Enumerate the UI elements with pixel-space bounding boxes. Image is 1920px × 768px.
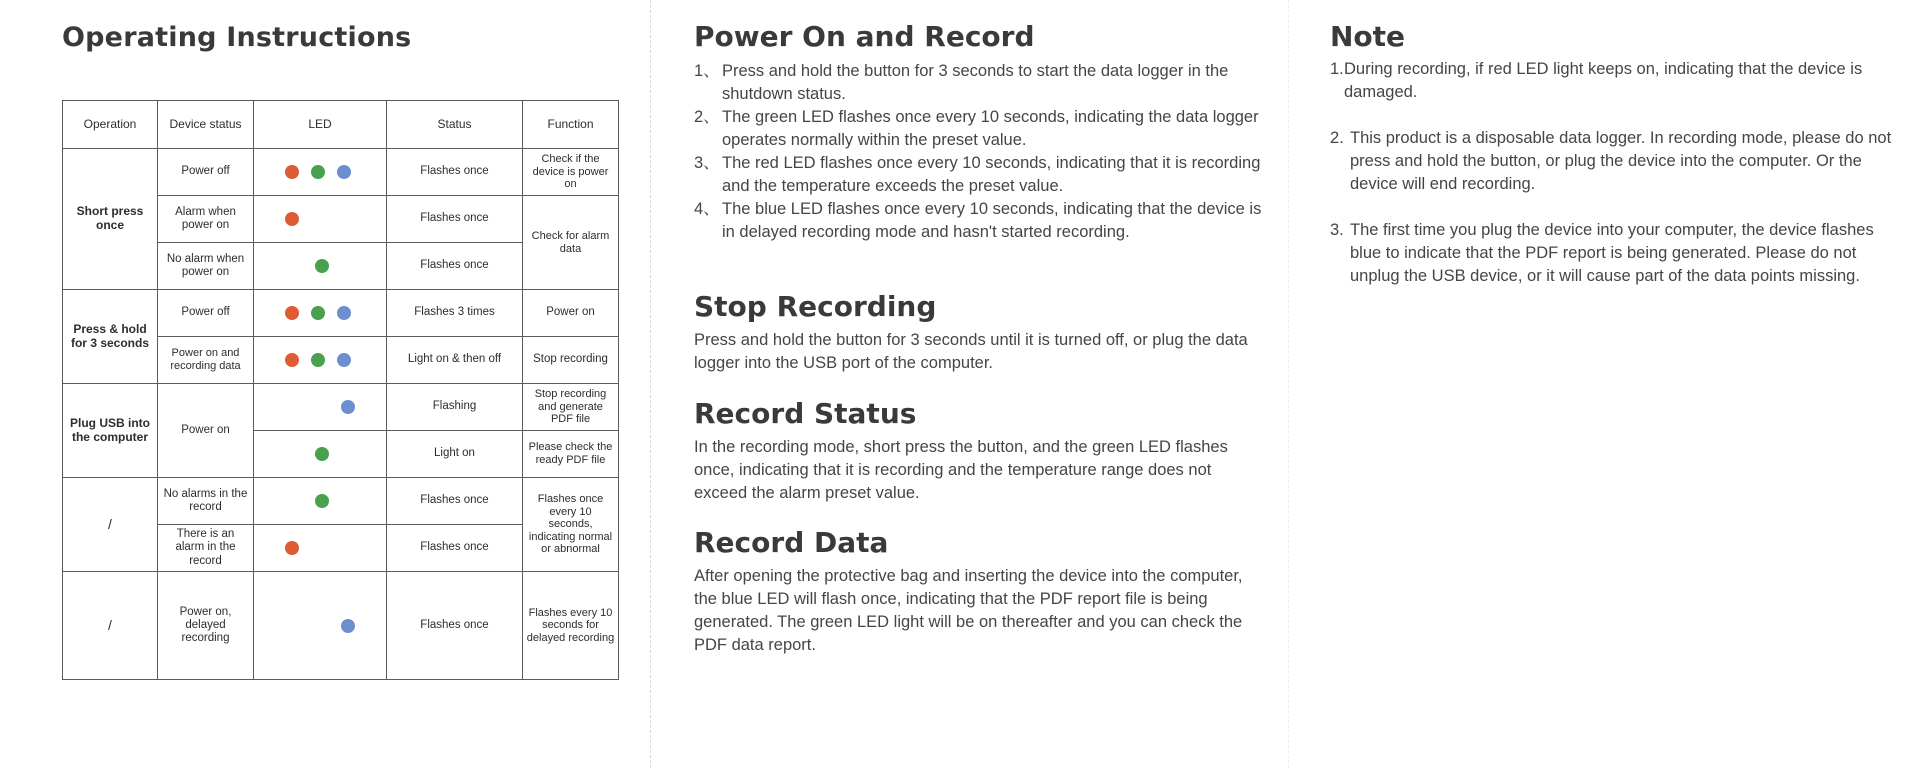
header-led: LED [254, 101, 387, 149]
green-led-icon [311, 353, 325, 367]
table-row [63, 384, 619, 431]
note-title: Note [1330, 20, 1406, 53]
green-led-icon [315, 447, 329, 461]
header-operation: Operation [63, 101, 158, 149]
status-cell: Flashes once [387, 478, 523, 525]
operation-cell: / [63, 572, 158, 680]
record-status-text: In the recording mode, short press the button, and the green LED flashes once, indicating that it is recording and the temperature range does not exceed the alarm preset value. [694, 438, 1228, 502]
green-led-icon [315, 259, 329, 273]
device-status-cell: Power off [158, 149, 254, 196]
table-row [63, 149, 619, 196]
status-cell: Flashes once [387, 149, 523, 196]
red-led-icon [285, 212, 299, 226]
operating-instructions-panel [62, 22, 622, 645]
function-cell: Flashes once every 10 seconds, indicating normal or abnormal [523, 478, 619, 572]
device-status-cell: No alarm when power on [158, 243, 254, 290]
device-status-cell: Alarm when power on [158, 196, 254, 243]
led-cell [254, 290, 387, 337]
list-item: 3、 The red LED flashes once every 10 seconds, indicating that it is recording and the temperature exceeds the preset value. [694, 154, 1261, 195]
led-cell [254, 149, 387, 196]
list-item: 2. This product is a disposable data logger. In recording mode, please do not press and hold the button, or plug the device into the computer. Or the device will end recording. [1330, 129, 1892, 193]
blue-led-icon [341, 619, 355, 633]
operation-cell: Press & hold for 3 seconds [63, 290, 158, 384]
power-on-list [694, 60, 1269, 244]
status-cell: Light on [387, 431, 523, 478]
blue-led-icon [341, 400, 355, 414]
operation-cell: Short press once [63, 149, 158, 290]
function-cell: Check for alarm data [523, 196, 619, 290]
led-cell [254, 337, 387, 384]
operation-cell: / [63, 478, 158, 572]
function-cell: Check if the device is power on [523, 149, 619, 196]
page-title: Operating Instructions [62, 22, 412, 53]
led-cell [254, 478, 387, 525]
power-on-title: Power On and Record [694, 20, 1035, 53]
table-row [63, 478, 619, 525]
table-row [63, 572, 619, 680]
green-led-icon [311, 165, 325, 179]
led-cell [254, 196, 387, 243]
device-status-cell: Power on and recording data [158, 337, 254, 384]
list-item: 4、 The blue LED flashes once every 10 seconds, indicating that the device is in delayed recording mode and hasn't started recording. [694, 200, 1262, 241]
blue-led-icon [337, 353, 351, 367]
status-cell: Flashes once [387, 196, 523, 243]
device-status-cell: Power off [158, 290, 254, 337]
green-led-icon [311, 306, 325, 320]
led-cell [254, 572, 387, 680]
device-status-cell: No alarms in the record [158, 478, 254, 525]
device-status-cell: Power on, delayed recording [158, 572, 254, 680]
status-cell: Light on & then off [387, 337, 523, 384]
status-cell: Flashing [387, 384, 523, 431]
function-cell: Stop recording and generate PDF file [523, 384, 619, 431]
green-led-icon [315, 494, 329, 508]
stop-recording-title: Stop Recording [694, 290, 937, 323]
header-status: Status [387, 101, 523, 149]
stop-recording-text: Press and hold the button for 3 seconds until it is turned off, or plug the data logger into the USB port of the computer. [694, 331, 1248, 372]
power-on-section [694, 60, 1269, 244]
led-cell [254, 431, 387, 478]
fold-line-right [1288, 0, 1290, 768]
status-cell: Flashes 3 times [387, 290, 523, 337]
note-list [1330, 58, 1905, 311]
led-cell [254, 243, 387, 290]
table-row [63, 290, 619, 337]
list-item: 1. During recording, if red LED light keeps on, indicating that the device is damaged. [1330, 60, 1863, 101]
status-cell: Flashes once [387, 572, 523, 680]
table-header-row [63, 101, 619, 149]
device-status-cell: There is an alarm in the record [158, 525, 254, 572]
function-cell: Stop recording [523, 337, 619, 384]
function-cell: Flashes every 10 seconds for delayed recording [523, 572, 619, 680]
red-led-icon [285, 353, 299, 367]
record-data-text: After opening the protective bag and inserting the device into the computer, the blue LED will flash once, indicating that the PDF report file is being generated. The green LED light will be on thereafter and you can check the PDF data report. [694, 567, 1243, 654]
fold-line-left [650, 0, 652, 768]
device-status-cell: Power on [158, 384, 254, 478]
status-cell: Flashes once [387, 525, 523, 572]
blue-led-icon [337, 165, 351, 179]
status-cell: Flashes once [387, 243, 523, 290]
red-led-icon [285, 165, 299, 179]
led-cell [254, 525, 387, 572]
list-item: 3. The first time you plug the device into your computer, the device flashes blue to indicate that the PDF report is being generated. Please do not unplug the USB device, or it will cause part of the data points missing. [1330, 221, 1874, 285]
red-led-icon [285, 306, 299, 320]
operations-table [62, 100, 619, 680]
list-item: 2、 The green LED flashes once every 10 seconds, indicating the data logger operates normally within the preset value. [694, 108, 1259, 149]
record-status-title: Record Status [694, 397, 917, 430]
led-cell [254, 384, 387, 431]
operation-cell: Plug USB into the computer [63, 384, 158, 478]
header-device-status: Device status [158, 101, 254, 149]
record-data-title: Record Data [694, 526, 889, 559]
header-function: Function [523, 101, 619, 149]
list-item: 1、 Press and hold the button for 3 seconds to start the data logger in the shutdown status. [694, 62, 1229, 103]
red-led-icon [285, 541, 299, 555]
blue-led-icon [337, 306, 351, 320]
function-cell: Please check the ready PDF file [523, 431, 619, 478]
function-cell: Power on [523, 290, 619, 337]
